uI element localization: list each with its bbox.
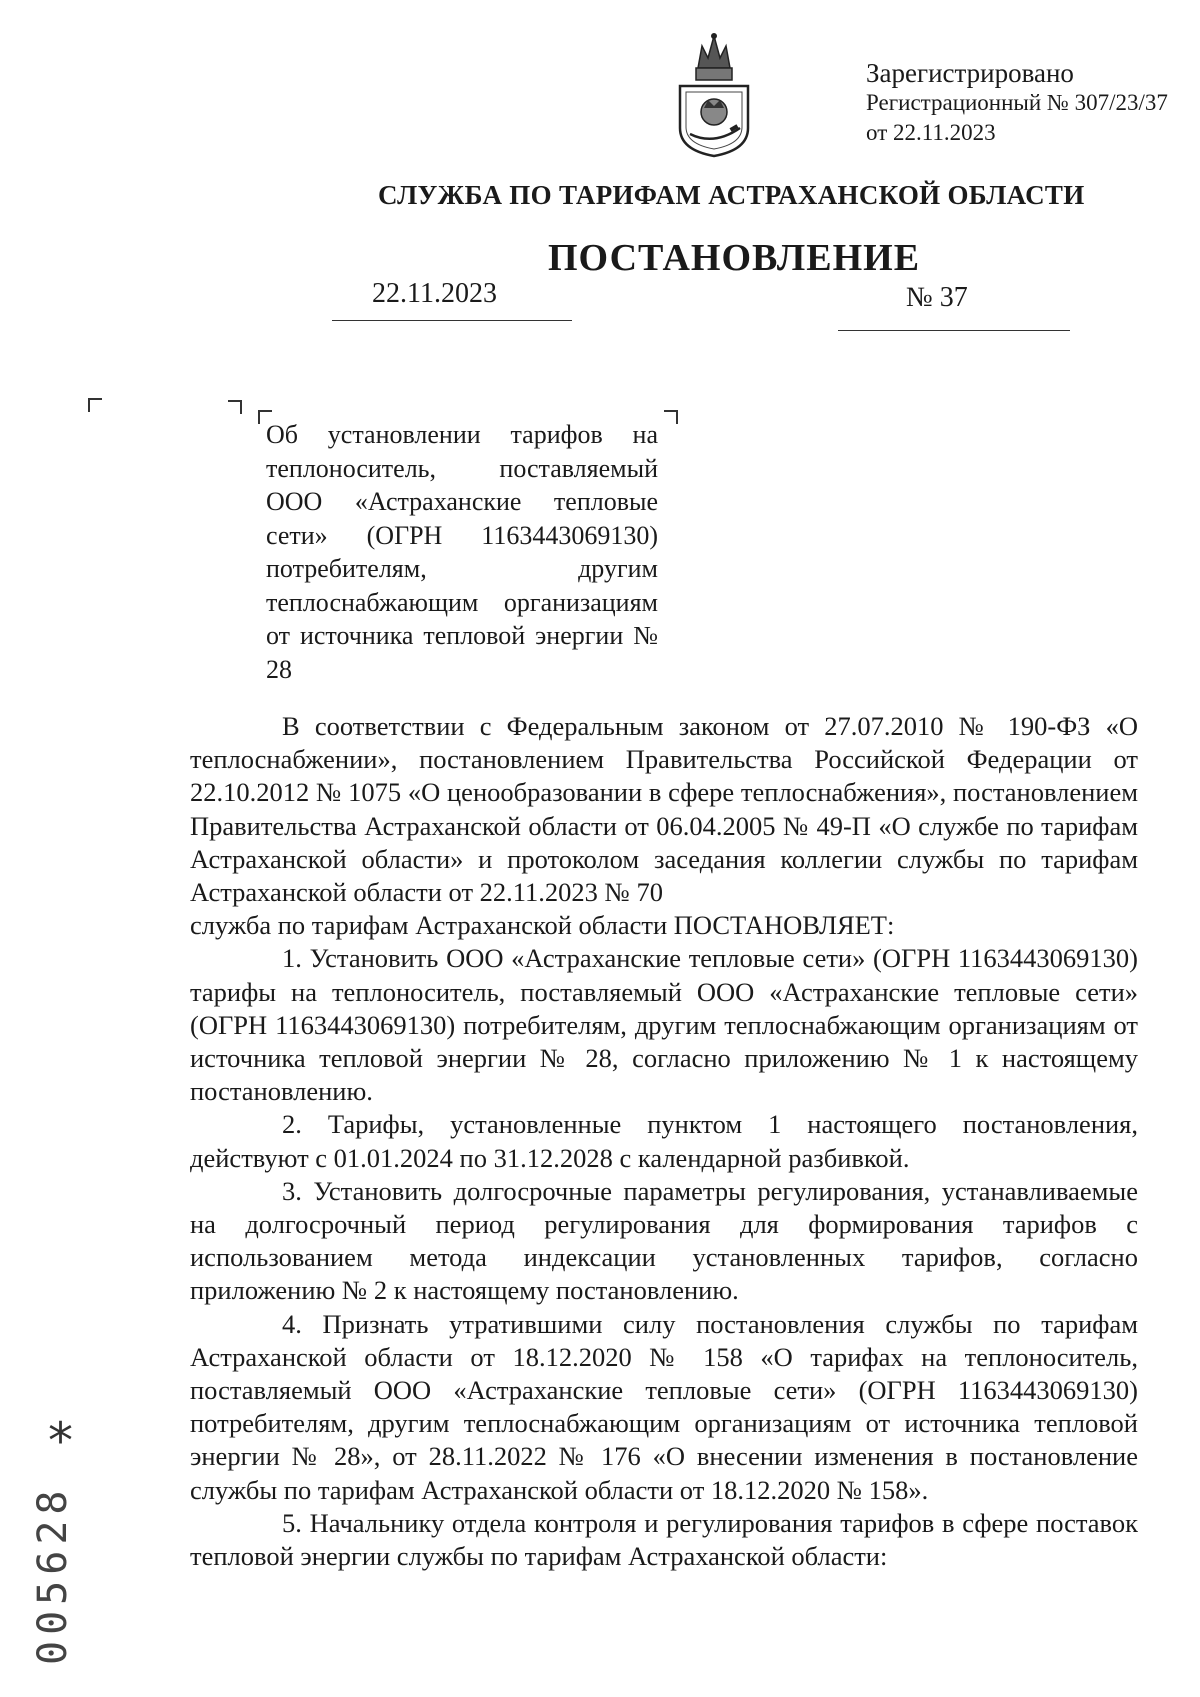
margin-stamp-number: [26, 1470, 86, 1670]
date-underline: [332, 320, 572, 321]
subject-corner-top-right: [664, 410, 678, 424]
registration-title: Зарегистрировано: [866, 58, 1074, 88]
agency-name: СЛУЖБА ПО ТАРИФАМ АСТРАХАНСКОЙ ОБЛАСТИ: [378, 180, 1085, 210]
registration-number: Регистрационный № 307/23/37: [866, 90, 1168, 115]
resolves-line: служба по тарифам Астраханской области ПОСТАНОВЛЯЕТ:: [190, 910, 895, 941]
document-type-title: ПОСТАНОВЛЕНИЕ: [548, 237, 921, 279]
preamble-paragraph: В соответствии с Федеральным законом от 27.07.2010 № 190-ФЗ «О теплоснабжении», постановлением Правительства Российской Федерации от 22.10.2012 № 1075 «О ценообразовании в сфере теплоснабжения», постановлением Правительства Астраханской области от 06.04.2005 № 49-П «О службе по тарифам Астраханской области» и протоколом заседания коллегии службы по тарифам Астраханской области от 22.11.2023 № 70: [190, 711, 1138, 908]
item-2: 2. Тарифы, установленные пунктом 1 настоящего постановления, действуют с 01.01.2024 по 31.12.2028 с календарной разбивкой.: [190, 1109, 1138, 1173]
item-5: 5. Начальнику отдела контроля и регулирования тарифов в сфере поставок тепловой энергии службы по тарифам Астраханской области:: [190, 1507, 1138, 1572]
number-underline: [838, 330, 1070, 331]
margin-corner-mark: [88, 398, 102, 412]
item-3: 3. Установить долгосрочные параметры регулирования, устанавливаемые на долгосрочный период регулирования для формирования тарифов с использованием метода индексации установленных тарифов, согласно приложению № 2 к настоящему постановлению.: [190, 1175, 1138, 1306]
document-body: [190, 710, 1138, 1573]
document-number: № 37: [906, 282, 968, 313]
margin-stamp-text: 005628: [30, 1484, 76, 1665]
item-1: 1. Установить ООО «Астраханские тепловые сети» (ОГРН 1163443069130) тарифы на теплоноситель, поставляемый ООО «Астраханские тепловые сети» (ОГРН 1163443069130) потребителям, другим теплоснабжающим организациям от источника тепловой энергии № 28, согласно приложению № 1 к настоящему постановлению.: [190, 943, 1138, 1107]
margin-corner-mark-2: [228, 400, 242, 414]
registration-date: от 22.11.2023: [866, 120, 996, 145]
coat-of-arms-emblem: [668, 28, 760, 160]
margin-star-mark: *: [48, 1412, 73, 1470]
document-subject: Об установлении тарифов на теплоноситель, поставляемый ООО «Астраханские тепловые сети» (ОГРН 1163443069130) потребителям, другим теплоснабжающим организациям от источника тепловой энергии № 28: [266, 420, 658, 684]
item-4: 4. Признать утратившими силу постановления службы по тарифам Астраханской области от 18.12.2020 № 158 «О тарифах на теплоноситель, поставляемый ООО «Астраханские тепловые сети» (ОГРН 1163443069130) потребителям, другим теплоснабжающим организациям от источника тепловой энергии № 28», от 28.11.2022 № 176 «О внесении изменения в постановление службы по тарифам Астраханской области от 18.12.2020 № 158».: [190, 1308, 1138, 1505]
document-date: 22.11.2023: [372, 278, 497, 309]
registration-block: [866, 58, 1168, 148]
